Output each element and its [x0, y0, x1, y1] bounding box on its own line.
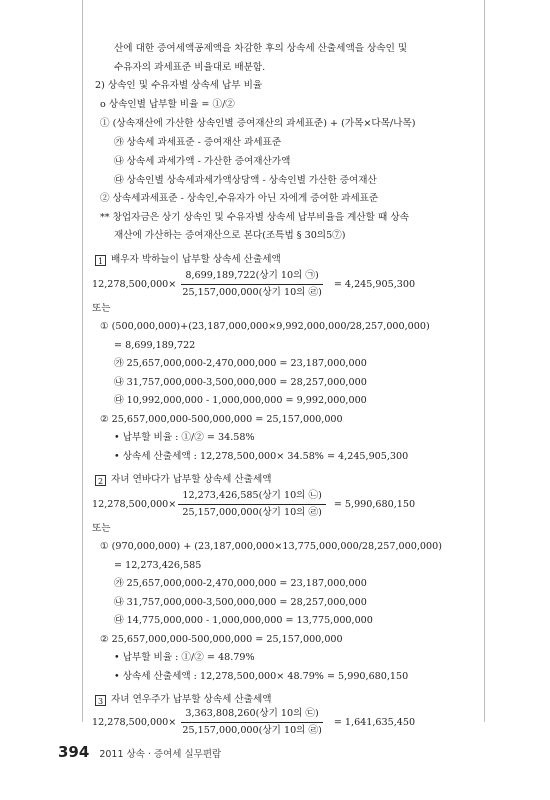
- formula-result: = 1,641,635,450: [333, 717, 416, 728]
- formula-result: = 4,245,905,300: [333, 279, 416, 290]
- step-1b: ㉯ 31,757,000,000-3,500,000,000 = 28,257,000,000: [114, 377, 367, 388]
- section-title: 자녀 연바다가 납부할 상속세 산출세액: [111, 474, 272, 485]
- fraction-formula: [92, 708, 415, 737]
- page-number: 394: [58, 743, 90, 761]
- formula-lead: 12,278,500,000×: [92, 279, 177, 290]
- definition-1b: ㉯ 상속세 과세가액 - 가산한 증여재산가액: [114, 156, 291, 167]
- note-line-1: ** 창업자금은 상기 상속인 및 수유자별 상속세 납부비율을 계산할 때 상속: [100, 212, 409, 223]
- section-number-box: 2: [95, 475, 106, 486]
- definition-2: ② 상속세과세표준 - 상속인,수유자가 아닌 자에게 증여한 과세표준: [100, 193, 379, 204]
- definition-1c: ㉰ 상속인별 상속세과세가액상당액 - 상속인별 가산한 증여재산: [114, 175, 377, 186]
- left-margin-rule: [82, 0, 83, 722]
- formula-numerator: 12,273,426,585(상기 10의 ㉡): [178, 490, 325, 505]
- section-number-box: 3: [95, 695, 106, 706]
- step-1c: ㉰ 10,992,000,000 - 1,000,000,000 = 9,992,000,000: [114, 395, 367, 406]
- formula-numerator: 8,699,189,722(상기 10의 ㉠): [181, 270, 322, 285]
- formula-lead: 12,278,500,000×: [92, 499, 177, 510]
- page-footer: [58, 743, 221, 761]
- or-label: 또는: [92, 523, 111, 534]
- fraction-formula: [92, 490, 415, 519]
- step-1b: ㉯ 31,757,000,000-3,500,000,000 = 28,257,000,000: [114, 597, 367, 608]
- section-heading: [95, 254, 281, 266]
- note-line-2: 재산에 가산하는 증여재산으로 본다(조특법 § 30의5⑦): [114, 230, 346, 241]
- tax-line: • 상속세 산출세액 : 12,278,500,000× 48.79% = 5,990,680,150: [114, 671, 409, 682]
- step-1a: ㉮ 25,657,000,000-2,470,000,000 = 23,187,000,000: [114, 358, 367, 369]
- section-title: 자녀 연우주가 납부할 상속세 산출세액: [111, 694, 272, 705]
- ratio-formula: o 상속인별 납부할 비율 = ①/②: [100, 99, 235, 110]
- intro-line-1: 산에 대한 증여세액공제액을 차감한 후의 상속세 산출세액을 상속인 및: [114, 43, 408, 54]
- formula-denominator: 25,157,000,000(상기 10의 ㉣): [182, 507, 322, 518]
- step-2: ② 25,657,000,000-500,000,000 = 25,157,000,000: [100, 634, 343, 645]
- book-title: 2011 상속 · 증여세 실무편람: [99, 749, 222, 760]
- step-1: ① (500,000,000)+(23,187,000,000×9,992,000,000/28,257,000,000): [100, 321, 430, 332]
- tax-line: • 상속세 산출세액 : 12,278,500,000× 34.58% = 4,245,905,300: [114, 451, 409, 462]
- step-1-result: = 12,273,426,585: [114, 560, 202, 571]
- or-label: 또는: [92, 303, 111, 314]
- step-1c: ㉰ 14,775,000,000 - 1,000,000,000 = 13,775,000,000: [114, 615, 373, 626]
- formula-lead: 12,278,500,000×: [92, 717, 177, 728]
- intro-line-2: 수유자의 과세표준 비율대로 배분함.: [114, 62, 266, 73]
- step-1a: ㉮ 25,657,000,000-2,470,000,000 = 23,187,000,000: [114, 578, 367, 589]
- definition-1a: ㉮ 상속세 과세표준 - 증여재산 과세표준: [114, 137, 282, 148]
- section-heading: [95, 474, 271, 486]
- section-number-box: 1: [95, 255, 106, 266]
- fraction-formula: [92, 270, 415, 299]
- definition-1: ① (상속재산에 가산한 상속인별 증여재산의 과세표준) + (가목×다목/나목): [100, 118, 416, 129]
- formula-denominator: 25,157,000,000(상기 10의 ㉣): [182, 725, 322, 736]
- step-2: ② 25,657,000,000-500,000,000 = 25,157,000,000: [100, 414, 343, 425]
- subheading-ratio: 2) 상속인 및 수유자별 상속세 납부 비율: [95, 80, 263, 91]
- formula-result: = 5,990,680,150: [333, 499, 416, 510]
- formula-numerator: 3,363,808,260(상기 10의 ㉢): [181, 708, 322, 723]
- rate-line: • 납부할 비율 : ①/② = 48.79%: [114, 652, 255, 663]
- section-heading: [95, 694, 271, 706]
- right-margin-rule: [484, 0, 485, 722]
- rate-line: • 납부할 비율 : ①/② = 34.58%: [114, 432, 255, 443]
- formula-denominator: 25,157,000,000(상기 10의 ㉣): [182, 287, 322, 298]
- step-1-result: = 8,699,189,722: [114, 340, 196, 351]
- step-1: ① (970,000,000) + (23,187,000,000×13,775,000,000/28,257,000,000): [100, 541, 442, 552]
- section-title: 배우자 박하늘이 납부할 상속세 산출세액: [111, 254, 281, 265]
